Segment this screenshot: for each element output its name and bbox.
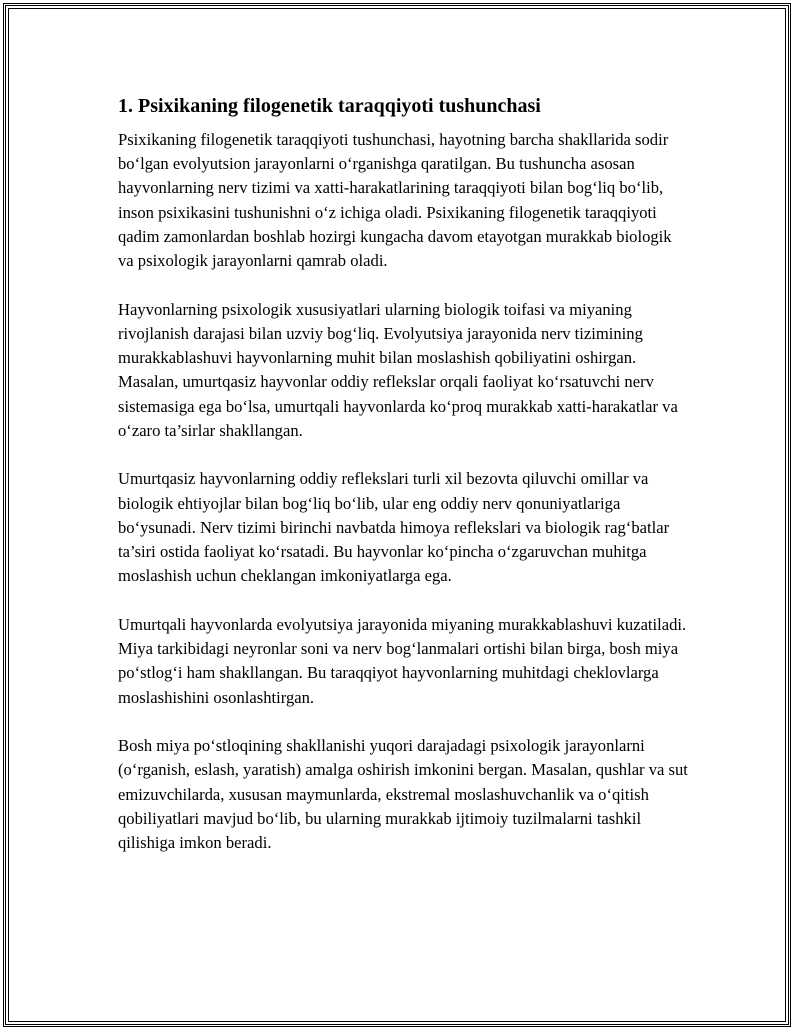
paragraph-4: Umurtqali hayvonlarda evolyutsiya jarayonida miyaning murakkablashuvi kuzatiladi. Miya tarkibidagi neyronlar soni va nerv bog‘lanmalari ortishi bilan birga, bosh miya po‘stlog‘i ham shakllangan. Bu taraqqiyot hayvonlarning muhitdagi cheklovlarga moslashishini osonlashtirgan. — [118, 614, 687, 707]
document-body — [118, 93, 688, 880]
paragraph-5: Bosh miya po‘stloqining shakllanishi yuqori darajadagi psixologik jarayonlarni (o‘rganish, eslash, yaratish) amalga oshirish imkonini bergan. Masalan, qushlar va sut emizuvchilarda, xususan maymunlarda, ekstremal moslashuvchanlik va o‘qitish qobiliyatlari mavjud bo‘lib, bu ularning murakkab ijtimoiy tuzilmalarni tashkil qilishiga imkon beradi. — [118, 736, 688, 853]
section-heading: 1. Psixikaning filogenetik taraqqiyoti tushunchasi — [118, 95, 541, 117]
paragraph-3: Umurtqasiz hayvonlarning oddiy reflekslari turli xil bezovta qiluvchi omillar va biologik ehtiyojlar bilan bog‘liq bo‘lib, ular eng oddiy nerv qonuniyatlariga bo‘ysunadi. Nerv tizimi birinchi navbatda himoya reflekslari va biologik rag‘batlar ta’siri ostida faoliyat ko‘rsatadi. Bu hayvonlar ko‘pincha o‘zgaruvchan muhitga moslashish uchun cheklangan imkoniyatlarga ega. — [118, 469, 670, 586]
paragraph-2: Hayvonlarning psixologik xususiyatlari ularning biologik toifasi va miyaning rivojlanish darajasi bilan uzviy bog‘liq. Evolyutsiya jarayonida nerv tizimining murakkablashuvi hayvonlarning muhit bilan moslashish qobiliyatini oshirgan. Masalan, umurtqasiz hayvonlar oddiy reflekslar orqali faoliyat ko‘rsatuvchi nerv sistemasiga ega bo‘lsa, umurtqali hayvonlarda ko‘proq murakkab xatti-harakatlar va o‘zaro ta’sirlar shakllangan. — [118, 299, 678, 440]
paragraph-1: Psixikaning filogenetik taraqqiyoti tushunchasi, hayotning barcha shakllarida sodir bo‘lgan evolyutsion jarayonlarni o‘rganishga qaratilgan. Bu tushuncha asosan hayvonlarning nerv tizimi va xatti-harakatlarining taraqqiyoti bilan bog‘liq bo‘lib, inson psixikasini tushunishni o‘z ichiga oladi. Psixikaning filogenetik taraqqiyoti qadim zamonlardan boshlab hozirgi kungacha davom etayotgan murakkab biologik va psixologik jarayonlarni qamrab oladi. — [118, 130, 672, 271]
